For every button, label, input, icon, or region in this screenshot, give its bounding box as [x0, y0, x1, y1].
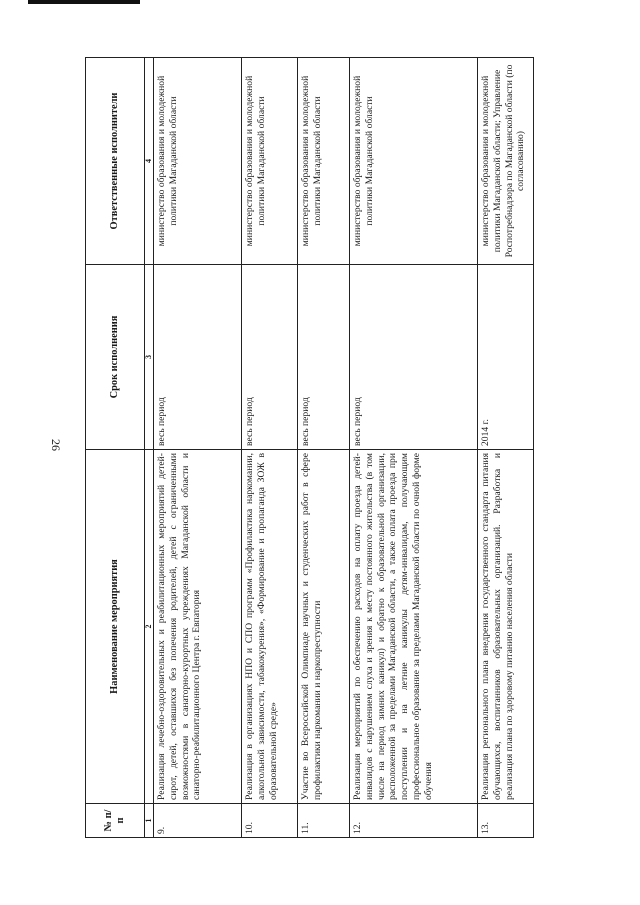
measure-executor: министерство образования и молодежной политики Магаданской области; Управление Роспотребнадзора по Магаданской области (по согласованию) — [478, 58, 534, 265]
header-term: Срок исполнения — [86, 265, 145, 450]
measure-term: весь период — [350, 265, 478, 450]
measures-table — [85, 57, 534, 838]
measure-name: Реализация регионального плана внедрения государственного стандарта питания обучающихся, воспитанников образовательных организаций. Разработка и реализация плана по здоровому питанию населения области — [478, 450, 534, 804]
row-number: 13. — [478, 804, 534, 838]
column-number: 4 — [145, 58, 154, 265]
table-row — [478, 58, 534, 838]
rotated-page-content — [85, 58, 529, 838]
header-no: № п/п — [86, 804, 145, 838]
column-number: 2 — [145, 450, 154, 804]
top-edge-bar — [28, 0, 140, 4]
page-number: 26 — [49, 439, 63, 451]
row-number: 12. — [350, 804, 478, 838]
table-row — [350, 58, 478, 838]
measure-term: весь период — [154, 265, 242, 450]
header-exec: Ответственные исполнители — [86, 58, 145, 265]
row-number: 11. — [298, 804, 350, 838]
measure-executor: министерство образования и молодежной политики Магаданской области — [298, 58, 350, 265]
measure-name: Участие во Всероссийской Олимпиаде научных и студенческих работ в сфере профилактики наркомании и наркопреступности — [298, 450, 350, 804]
row-number: 10. — [242, 804, 298, 838]
measure-term: весь период — [242, 265, 298, 450]
measure-executor: министерство образования и молодежной политики Магаданской области — [350, 58, 478, 265]
column-number-row — [145, 58, 154, 838]
column-number: 1 — [145, 804, 154, 838]
measure-term: весь период — [298, 265, 350, 450]
table-row — [242, 58, 298, 838]
table-row — [298, 58, 350, 838]
measure-executor: министерство образования и молодежной политики Магаданской области — [154, 58, 242, 265]
measure-name: Реализация лечебно-оздоровительных и реабилитационных мероприятий детей-сирот, детей, оставшихся без попечения родителей, детей с ограниченными возможностями в санаторно-курортных учреждениях Магаданской области и санаторно-реабилитационного Центра г. Евпатория — [154, 450, 242, 804]
measure-name: Реализация мероприятий по обеспечению расходов на оплату проезда детей-инвалидов с нарушением слуха и зрения к месту постоянного жительства (в том числе на период зимних каникул) и обратно к образовательной организации, расположенной за пределами Магаданской области, а также оплата проезда при поступлении и на летние каникулы детям-инвалидам, получающим профессиональное образование за пределами Магаданской области по очной форме обучения — [350, 450, 478, 804]
measure-executor: министерство образования и молодежной политики Магаданской области — [242, 58, 298, 265]
column-number: 3 — [145, 265, 154, 450]
table-header-row — [86, 58, 145, 838]
measure-term: 2014 г. — [478, 265, 534, 450]
header-name: Наименование мероприятия — [86, 450, 145, 804]
row-number: 9. — [154, 804, 242, 838]
table-row — [154, 58, 242, 838]
measure-name: Реализация в организациях НПО и СПО программ «Профилактика наркомании, алкогольной зависимости, табакокурения», «Формирование и пропаганда ЗОЖ в образовательной среде» — [242, 450, 298, 804]
